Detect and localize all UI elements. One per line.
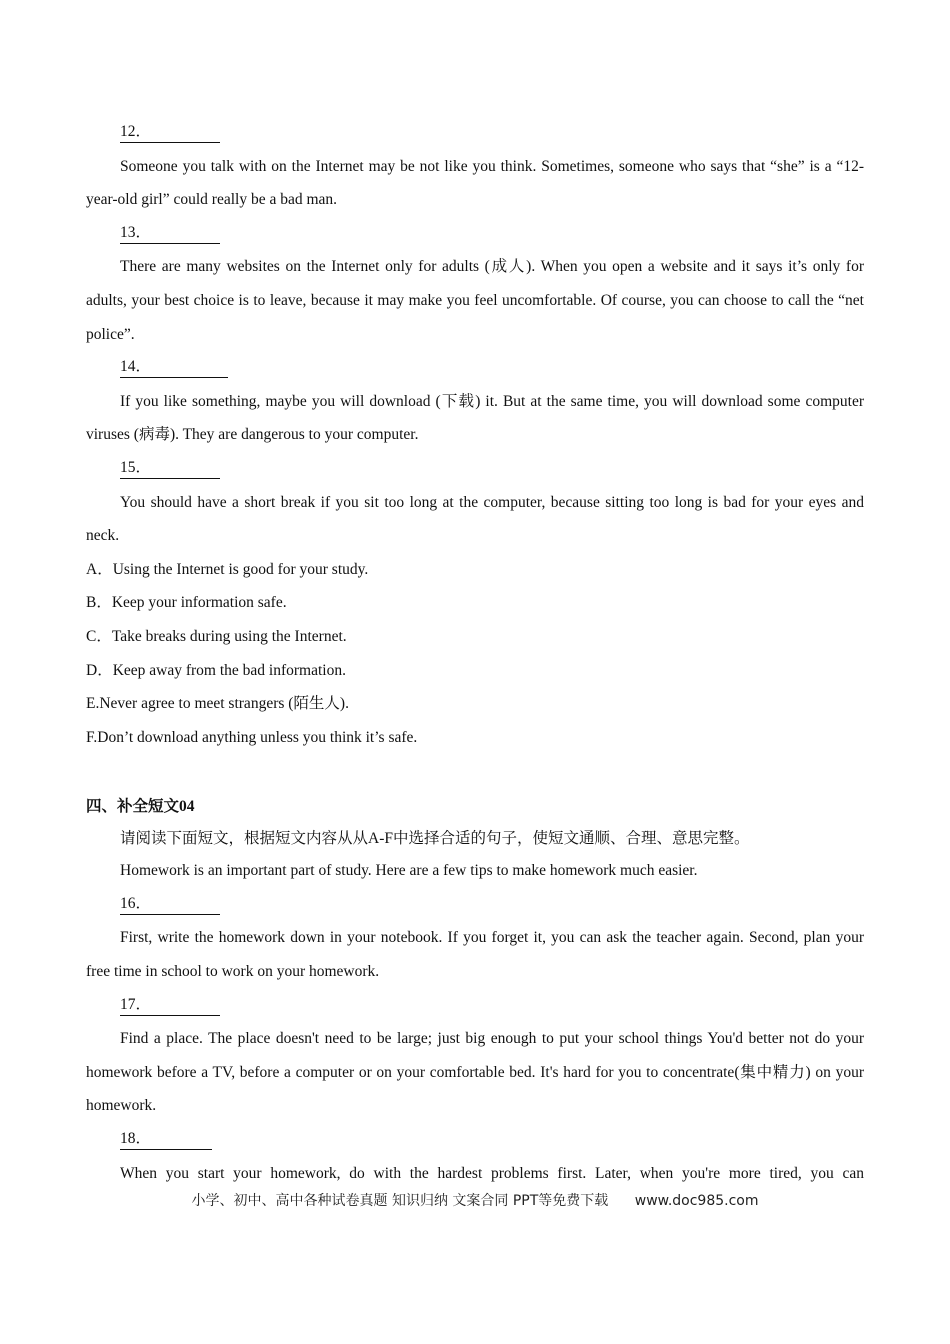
question-17-blank[interactable]: 17． xyxy=(120,995,220,1016)
question-15-row xyxy=(86,452,864,486)
paragraph-16: First, write the homework down in your notebook. If you forget it, you can ask the teacher again. Second, plan your free time in school to work on your homework. xyxy=(86,929,864,981)
question-16-blank[interactable]: 16． xyxy=(120,894,220,915)
option-b: B．Keep your information safe. xyxy=(86,594,287,612)
document-page xyxy=(86,116,864,1190)
paragraph-15: You should have a short break if you sit too long at the computer, because sitting too long is bad for your eyes and neck. xyxy=(86,493,864,545)
option-d: D．Keep away from the bad information. xyxy=(86,661,346,679)
page-footer xyxy=(0,1190,950,1210)
paragraph-13: There are many websites on the Internet only for adults (成人). When you open a website and it says it’s only for adults, your best choice is to leave, because it may make you feel uncomfortable. Of course, you can choose to call the “net police”. xyxy=(86,258,864,343)
section-spacer xyxy=(86,754,864,790)
question-16-row xyxy=(86,888,864,922)
paragraph-17: Find a place. The place doesn't need to be large; just big enough to put your school things You'd better not do your homework before a TV, before a computer or on your comfortable bed. It's hard for you to concentrate(集中精力) on your homework. xyxy=(86,1030,864,1115)
footer-url[interactable]: www.doc985.com xyxy=(634,1193,759,1209)
paragraph-14: If you like something, maybe you will download (下载) it. But at the same time, you will download some computer viruses (病毒). They are dangerous to your computer. xyxy=(86,392,864,444)
question-13-blank[interactable]: 13． xyxy=(120,223,220,244)
section-4-intro: Homework is an important part of study. Here are a few tips to make homework much easier. xyxy=(120,862,698,880)
question-15-blank[interactable]: 15． xyxy=(120,458,220,479)
section-4-title: 四、补全短文04 xyxy=(86,798,195,816)
question-14-blank[interactable]: 14． xyxy=(120,357,228,378)
question-12-row xyxy=(86,116,864,150)
question-18-row xyxy=(86,1123,864,1157)
paragraph-12: Someone you talk with on the Internet may be not like you think. Sometimes, someone who says that “she” is a “12-year-old girl” could really be a bad man. xyxy=(86,157,864,209)
section-4-instruction: 请阅读下面短文，根据短文内容从从A-F中选择合适的句子，使短文通顺、合理、意思完整。 xyxy=(120,830,750,848)
question-13-row xyxy=(86,217,864,251)
footer-text: 小学、初中、高中各种试卷真题 知识归纳 文案合同 PPT等免费下载 xyxy=(191,1193,609,1209)
question-18-blank[interactable]: 18． xyxy=(120,1129,212,1150)
options-list xyxy=(86,553,864,755)
option-f: F.Don’t download anything unless you think it’s safe. xyxy=(86,728,418,746)
question-12-blank[interactable]: 12． xyxy=(120,122,220,143)
option-c: C．Take breaks during using the Internet. xyxy=(86,627,347,645)
option-a: A．Using the Internet is good for your study. xyxy=(86,560,369,578)
question-17-row xyxy=(86,989,864,1023)
question-14-row xyxy=(86,351,864,385)
option-e: E.Never agree to meet strangers (陌生人). xyxy=(86,695,349,713)
paragraph-18: When you start your homework, do with the hardest problems first. Later, when you're more tired, you can xyxy=(120,1164,864,1182)
